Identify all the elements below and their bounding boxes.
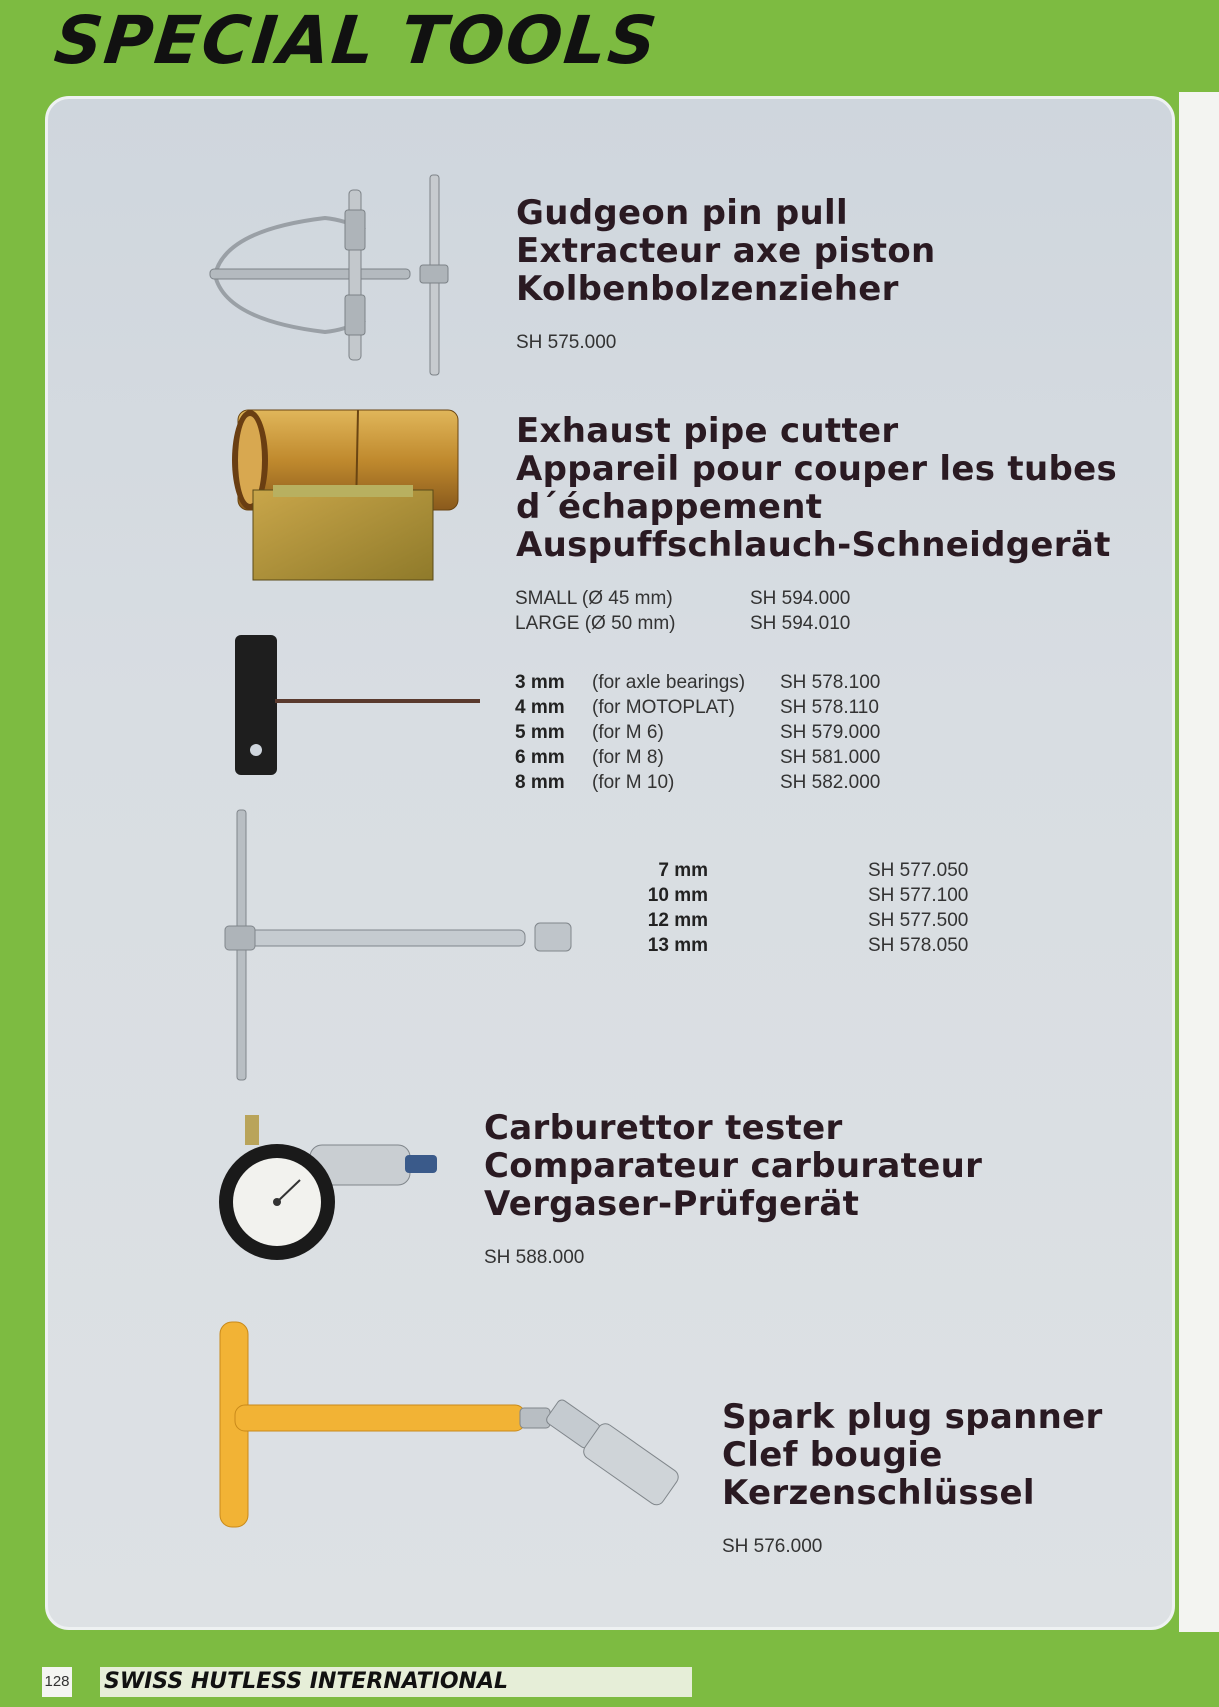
table-row	[515, 770, 880, 795]
title-de: Vergaser-Prüfgerät	[484, 1184, 860, 1224]
t-socket-spanner-image	[220, 805, 580, 1085]
code-cell: SH 579.000	[780, 722, 881, 743]
table-row	[515, 611, 850, 636]
page-title: SPECIAL TOOLS	[50, 2, 662, 79]
title-fr: Extracteur axe piston	[516, 231, 936, 271]
size-cell: 13 mm	[647, 935, 708, 956]
size-cell: 5 mm	[515, 722, 565, 743]
title-fr: Comparateur carburateur	[484, 1146, 983, 1186]
spark-plug-spanner-image	[215, 1310, 695, 1540]
variant-label: SMALL (Ø 45 mm)	[515, 588, 673, 609]
t-spanner-table	[620, 858, 968, 958]
code-cell: SH 577.500	[868, 910, 969, 931]
page-edge	[1179, 92, 1219, 1632]
title-de: Kolbenbolzenzieher	[516, 269, 899, 309]
code-cell: SH 578.110	[780, 697, 879, 718]
table-row	[515, 745, 880, 770]
table-row	[620, 908, 968, 933]
spark-title	[722, 1398, 1103, 1512]
carb-code: SH 588.000	[484, 1247, 585, 1268]
title-en: Gudgeon pin pull	[516, 193, 848, 233]
table-row	[515, 720, 880, 745]
table-row	[515, 586, 850, 611]
use-cell: (for axle bearings)	[592, 672, 746, 693]
variant-code: SH 594.000	[750, 588, 851, 609]
page-number: 128	[42, 1667, 72, 1697]
gudgeon-pin-pull-image	[205, 170, 465, 380]
carburettor-tester-image	[215, 1110, 445, 1270]
title-fr: Appareil pour couper les tubes	[516, 449, 1118, 489]
size-cell: 12 mm	[647, 910, 708, 931]
table-row	[620, 933, 968, 958]
table-row	[620, 883, 968, 908]
gudgeon-title	[516, 194, 936, 308]
variant-code: SH 594.010	[750, 613, 851, 634]
use-cell: (for M 6)	[592, 722, 664, 743]
table-row	[515, 670, 880, 695]
title-en: Carburettor tester	[484, 1108, 843, 1148]
code-cell: SH 577.100	[868, 885, 969, 906]
code-cell: SH 578.100	[780, 672, 881, 693]
size-cell: 8 mm	[515, 772, 565, 793]
code-cell: SH 578.050	[868, 935, 969, 956]
size-cell: 6 mm	[515, 747, 565, 768]
carb-title	[484, 1109, 982, 1223]
gudgeon-code: SH 575.000	[516, 332, 617, 353]
footer-brand: SWISS HUTLESS INTERNATIONAL	[104, 1669, 509, 1694]
title-de: Auspuffschlauch-Schneidgerät	[516, 525, 1111, 565]
code-cell: SH 581.000	[780, 747, 881, 768]
table-row	[620, 858, 968, 883]
use-cell: (for M 10)	[592, 772, 675, 793]
spark-code: SH 576.000	[722, 1536, 823, 1557]
title-fr: Clef bougie	[722, 1435, 943, 1475]
hex-key-image	[230, 630, 490, 780]
title-fr-cont: d´échappement	[516, 487, 823, 527]
size-cell: 10 mm	[647, 885, 708, 906]
title-en: Exhaust pipe cutter	[516, 411, 899, 451]
exhaust-variants	[515, 586, 850, 636]
title-de: Kerzenschlüssel	[722, 1473, 1035, 1513]
use-cell: (for M 8)	[592, 747, 664, 768]
size-cell: 7 mm	[658, 860, 708, 881]
table-row	[515, 695, 880, 720]
hex-key-table	[515, 670, 880, 795]
exhaust-title	[516, 412, 1117, 564]
exhaust-pipe-cutter-image	[228, 405, 488, 585]
code-cell: SH 577.050	[868, 860, 969, 881]
variant-label: LARGE (Ø 50 mm)	[515, 613, 676, 634]
code-cell: SH 582.000	[780, 772, 881, 793]
size-cell: 4 mm	[515, 697, 565, 718]
size-cell: 3 mm	[515, 672, 565, 693]
use-cell: (for MOTOPLAT)	[592, 697, 735, 718]
title-en: Spark plug spanner	[722, 1397, 1103, 1437]
